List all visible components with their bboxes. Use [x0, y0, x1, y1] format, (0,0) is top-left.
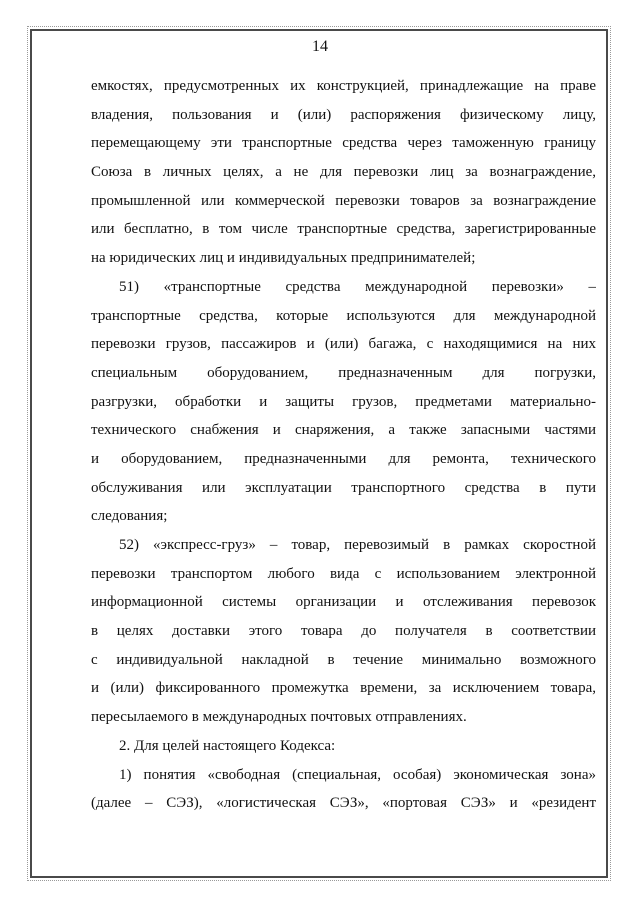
text-line: транспортные средства, которые используются для международной	[91, 307, 596, 324]
paragraph-start-line: 52) «экспресс-груз» – товар, перевозимый в рамках скоростной	[119, 537, 596, 553]
text-line: перевозки грузов, пассажиров и (или) багажа, с находящимися на них	[91, 336, 596, 353]
text-line: с индивидуальной накладной в течение минимально возможного	[91, 651, 596, 668]
text-line: обслуживания или эксплуатации транспортного средства в пути	[91, 479, 596, 496]
text-line: технического снабжения и снаряжения, а также запасными частями	[91, 422, 596, 439]
text-line: Союза в личных целях, а не для перевозки лиц за вознаграждение,	[91, 164, 596, 181]
text-line: следования;	[91, 508, 168, 525]
text-line: специальным оборудованием, предназначенным для погрузки,	[91, 364, 596, 381]
document-body	[91, 72, 596, 818]
text-line: или бесплатно, в том числе транспортные средства, зарегистрированные	[91, 221, 596, 238]
text-line: перевозки транспортом любого вида с использованием электронной	[91, 565, 596, 582]
text-line: информационной системы организации и отслеживания перевозок	[91, 594, 596, 611]
text-line: емкостях, предусмотренных их конструкцией, принадлежащие на праве	[91, 78, 596, 94]
text-line: в целях доставки этого товара до получателя в соответствии	[91, 623, 596, 640]
page-number: 14	[312, 38, 328, 55]
text-line: и (или) фиксированного промежутка времени, за исключением товара,	[91, 680, 596, 697]
text-line: пересылаемого в международных почтовых отправлениях.	[91, 709, 467, 726]
text-line: на юридических лиц и индивидуальных предпринимателей;	[91, 250, 476, 267]
text-line: и оборудованием, предназначенными для ремонта, технического	[91, 450, 596, 467]
text-line: владения, пользования и (или) распоряжения физическому лицу,	[91, 106, 596, 123]
text-line: перемещающему эти транспортные средства через таможенную границу	[91, 135, 596, 152]
text-line: промышленной или коммерческой перевозки товаров за вознаграждение	[91, 192, 596, 209]
paragraph-start-line: 2. Для целей настоящего Кодекса:	[119, 737, 336, 754]
paragraph-start-line: 1) понятия «свободная (специальная, особая) экономическая зона»	[119, 766, 596, 783]
text-line: разгрузки, обработки и защиты грузов, предметами материально-	[91, 393, 596, 410]
text-line: (далее – СЭЗ), «логистическая СЭЗ», «портовая СЭЗ» и «резидент	[91, 795, 596, 812]
paragraph-start-line: 51) «транспортные средства международной перевозки» –	[119, 278, 596, 295]
